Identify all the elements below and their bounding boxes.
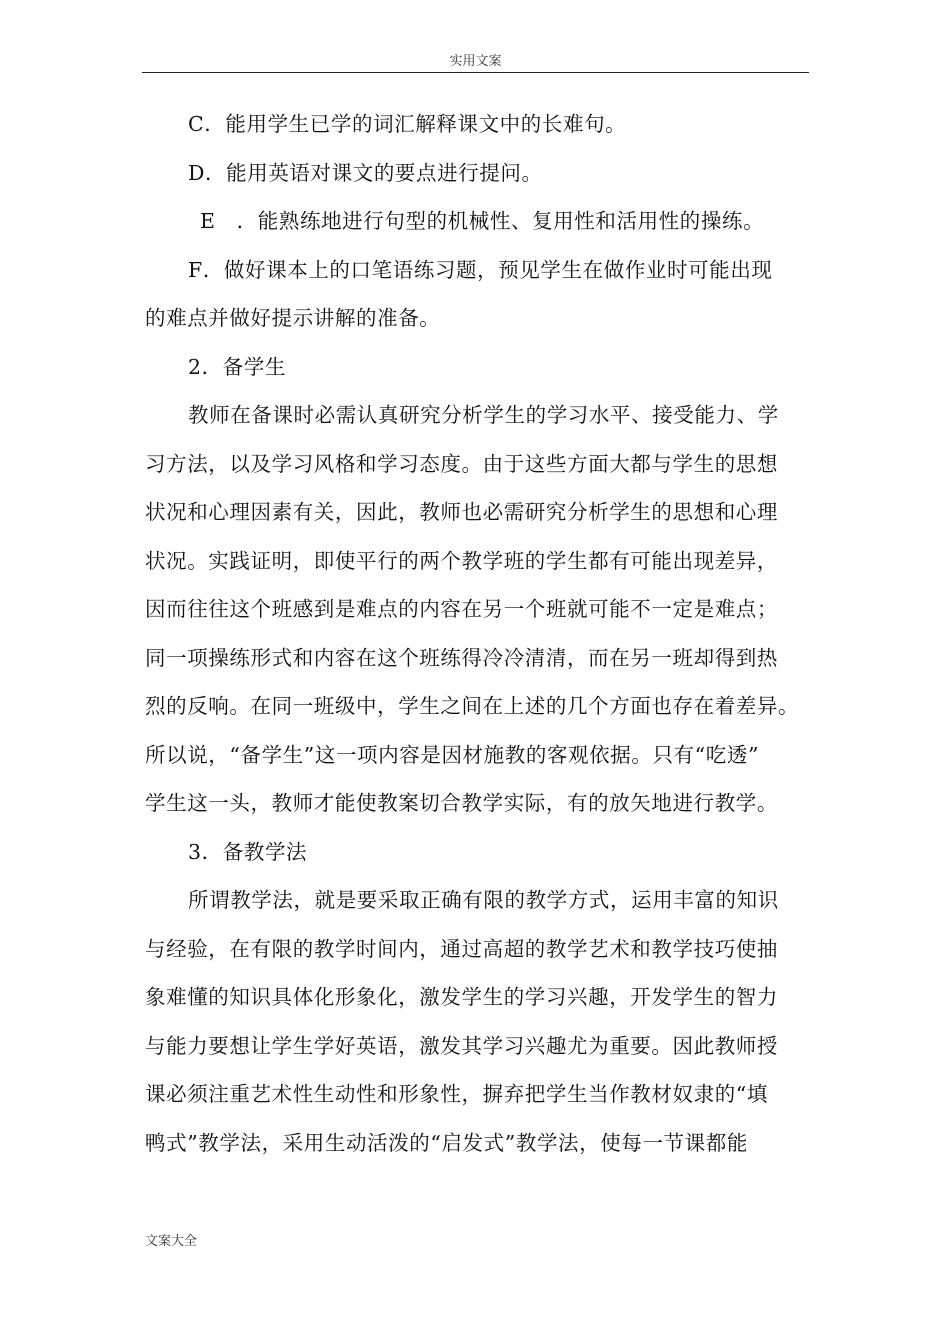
paragraph-line: 习方法，以及学习风格和学习态度。由于这些方面大都与学生的思想 bbox=[145, 451, 778, 476]
section-heading-students: 2．备学生 bbox=[188, 354, 287, 379]
paragraph-line: 状况。实践证明，即使平行的两个教学班的学生都有可能出现差异， bbox=[145, 548, 778, 573]
paragraph-line: 与能力要想让学生学好英语，激发其学习兴趣尤为重要。因此教师授 bbox=[145, 1033, 778, 1058]
document-body bbox=[145, 100, 825, 1167]
paragraph-line: 同一项操练形式和内容在这个班练得冷冷清清，而在另一班却得到热 bbox=[145, 645, 778, 670]
page-footer: 文案大全 bbox=[145, 1234, 198, 1249]
list-item-f-line-2: 的难点并做好提示讲解的准备。 bbox=[145, 306, 441, 330]
paragraph-line: 所以说，“备学生”这一项内容是因材施教的客观依据。只有“吃透” bbox=[145, 742, 760, 767]
paragraph-line: 烈的反响。在同一班级中，学生之间在上述的几个方面也存在着差异。 bbox=[145, 694, 800, 718]
paragraph-line: 状况和心理因素有关，因此，教师也必需研究分析学生的思想和心理 bbox=[145, 500, 778, 524]
paragraph-line: 因而往往这个班感到是难点的内容在另一个班就可能不一定是难点； bbox=[145, 597, 778, 621]
paragraph-line: 象难懂的知识具体化形象化，激发学生的学习兴趣，开发学生的智力 bbox=[145, 985, 778, 1009]
section-heading-teaching-method: 3．备教学法 bbox=[188, 839, 308, 864]
list-item-f-line-1: F．做好课本上的口笔语练习题，预见学生在做作业时可能出现 bbox=[188, 257, 773, 282]
paragraph-line: 学生这一头，教师才能使教案切合教学实际，有的放矢地进行教学。 bbox=[145, 791, 778, 815]
list-item-d: D．能用英语对课文的要点进行提问。 bbox=[188, 160, 543, 185]
list-item-e: E ．能熟练地进行句型的机械性、复用性和活用性的操练。 bbox=[200, 209, 765, 233]
header-divider bbox=[142, 72, 809, 73]
paragraph-line: 与经验，在有限的教学时间内，通过高超的教学艺术和教学技巧使抽 bbox=[145, 936, 778, 961]
paragraph-line: 鸭式”教学法，采用生动活泼的“启发式”教学法，使每一节课都能 bbox=[145, 1130, 748, 1155]
list-item-c: C．能用学生已学的词汇解释课文中的长难句。 bbox=[188, 112, 627, 136]
paragraph-line: 教师在备课时必需认真研究分析学生的学习水平、接受能力、学 bbox=[188, 403, 779, 427]
paragraph-line: 所谓教学法，就是要采取正确有限的教学方式，运用丰富的知识 bbox=[188, 888, 779, 912]
page-header: 实用文案 bbox=[449, 54, 502, 69]
paragraph-line: 课必须注重艺术性生动性和形象性，摒弃把学生当作教材奴隶的“填 bbox=[145, 1082, 768, 1106]
